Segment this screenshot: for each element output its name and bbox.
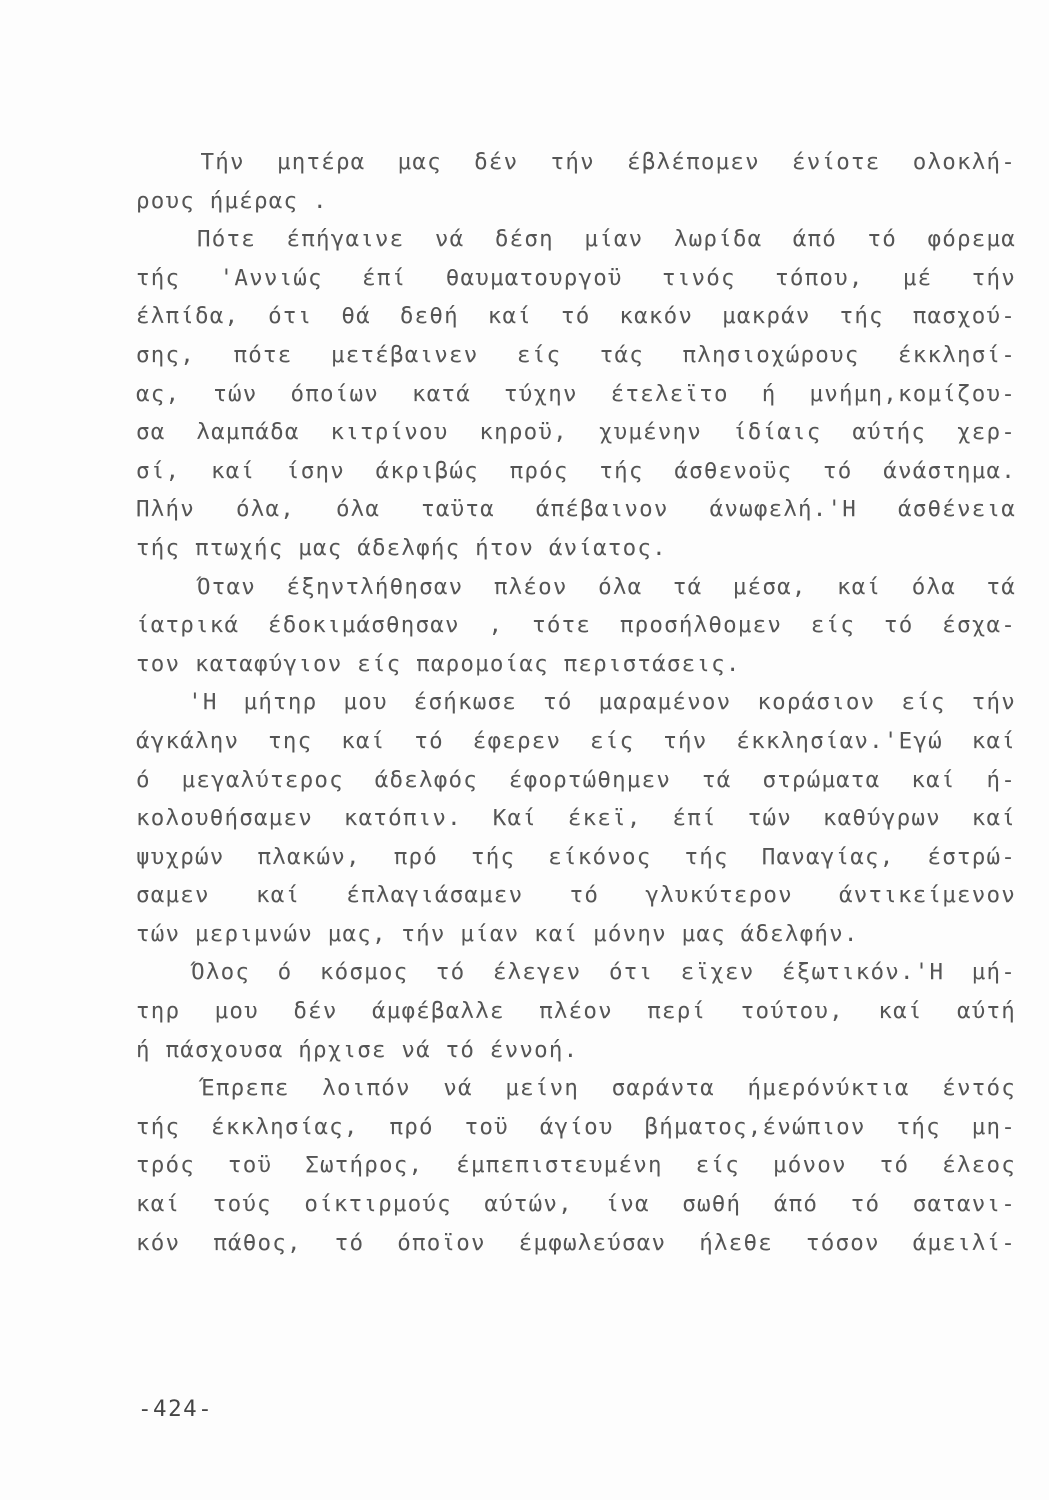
- text-line: Όταν έξηντλήθησαν πλέον όλα τά μέσα, καί όλα τά: [136, 573, 1016, 600]
- body-text: [136, 143, 1016, 1262]
- text-line: Όλος ό κόσμος τό έλεγεν ότι εϊχεν έξωτικόν.'Η μή-: [136, 959, 1016, 986]
- text-line: ρους ήμέρας .: [136, 187, 328, 214]
- text-line: ό μεγαλύτερος άδελφός έφορτώθημεν τά στρώματα καί ή-: [136, 766, 1016, 793]
- text-line: καί τούς οίκτιρμούς αύτών, ίνα σωθή άπό τό σατανι-: [136, 1191, 1016, 1218]
- text-line: ας, τών όποίων κατά τύχην έτελεϊτο ή μνήμη,κομίζου-: [136, 380, 1016, 407]
- text-line: τρός τοϋ Σωτήρος, έμπεπιστευμένη είς μόνον τό έλεος: [136, 1152, 1016, 1179]
- text-line: τηρ μου δέν άμφέβαλλε πλέον περί τούτου, καί αύτή: [136, 998, 1016, 1025]
- page-number: -424-: [138, 1396, 214, 1422]
- text-line: κόν πάθος, τό όποϊον έμφωλεύσαν ήλεθε τόσον άμειλί-: [136, 1229, 1016, 1256]
- text-line: Πλήν όλα, όλα ταϋτα άπέβαινον άνωφελή.'Η άσθένεια: [136, 496, 1016, 523]
- text-line: τής πτωχής μας άδελφής ήτον άνίατος.: [136, 534, 667, 561]
- text-line: άγκάλην της καί τό έφερεν είς τήν έκκλησίαν.'Εγώ καί: [136, 727, 1016, 754]
- text-line: 'Η μήτηρ μου έσήκωσε τό μαραμένον κοράσιον είς τήν: [136, 689, 1016, 716]
- text-line: τής 'Αννιώς έπί θαυματουργοϋ τινός τόπου, μέ τήν: [136, 264, 1016, 291]
- text-line: κολουθήσαμεν κατόπιν. Καί έκεϊ, έπί τών καθύγρων καί: [136, 805, 1016, 832]
- text-line: έλπίδα, ότι θά δεθή καί τό κακόν μακράν τής πασχού-: [136, 303, 1016, 330]
- text-line: ψυχρών πλακών, πρό τής είκόνος τής Παναγίας, έστρώ-: [136, 843, 1016, 870]
- text-line: τών μεριμνών μας, τήν μίαν καί μόνην μας άδελφήν.: [136, 920, 859, 947]
- text-line: ή πάσχουσα ήρχισε νά τό έννοή.: [136, 1036, 579, 1063]
- text-line: σαμεν καί έπλαγιάσαμεν τό γλυκύτερον άντικείμενον: [136, 882, 1016, 909]
- text-line: σα λαμπάδα κιτρίνου κηροϋ, χυμένην ίδίαις αύτής χερ-: [136, 419, 1016, 446]
- text-line: σης, πότε μετέβαινεν είς τάς πλησιοχώρους έκκλησί-: [136, 341, 1016, 368]
- text-line: τής έκκλησίας, πρό τοϋ άγίου βήματος,ένώπιον τής μη-: [136, 1113, 1016, 1140]
- text-line: ίατρικά έδοκιμάσθησαν , τότε προσήλθομεν είς τό έσχα-: [136, 612, 1016, 639]
- text-line: Έπρεπε λοιπόν νά μείνη σαράντα ήμερόνύκτια έντός: [136, 1075, 1016, 1102]
- text-line: Τήν μητέρα μας δέν τήν έβλέπομεν ένίοτε ολοκλή-: [136, 149, 1016, 175]
- text-line: Πότε έπήγαινε νά δέση μίαν λωρίδα άπό τό φόρεμα: [136, 226, 1016, 253]
- text-line: τον καταφύγιον είς παρομοίας περιστάσεις.: [136, 650, 741, 677]
- text-line: σί, καί ίσην άκριβώς πρός τής άσθενοϋς τό άνάστημα.: [136, 457, 1016, 484]
